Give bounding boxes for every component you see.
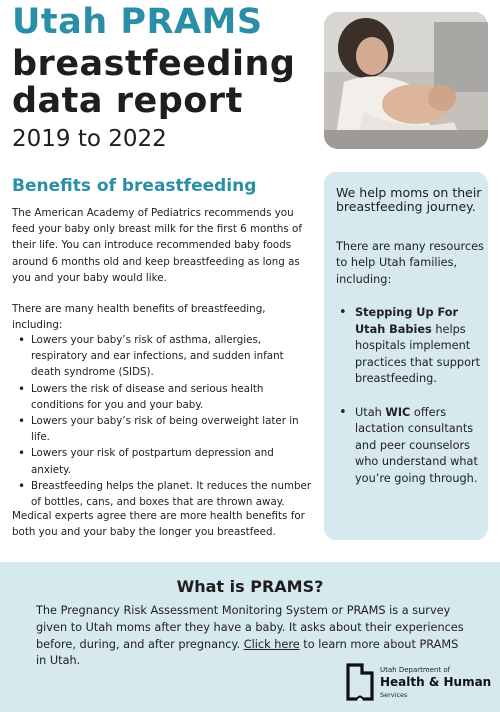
resource-item-wic — [336, 405, 486, 488]
prams-description — [36, 603, 468, 670]
report-years: 2019 to 2022 — [12, 126, 167, 152]
title-line-1: Utah PRAMS — [12, 2, 263, 42]
sidebar-intro: There are many resources to help Utah families, including: — [336, 240, 484, 286]
benefits-list-intro: There are many health benefits of breastfeeding, including: — [12, 303, 266, 332]
logo-line-1: Utah Department of — [380, 666, 451, 674]
logo-line-3: Services — [380, 691, 408, 699]
list-item: • Lowers the risk of disease and serious health conditions for you and your baby. — [14, 381, 316, 413]
title-line-3: data report — [12, 81, 243, 121]
mother-breastfeeding-photo — [324, 12, 488, 149]
utah-state-icon — [346, 663, 374, 701]
prams-heading: What is PRAMS? — [176, 577, 324, 596]
list-item: • Lowers your risk of postpartum depression and anxiety. — [14, 445, 316, 477]
benefits-closing: Medical experts agree there are more health benefits for both you and your baby the longer you breastfeed. — [12, 510, 305, 539]
benefits-heading: Benefits of breastfeeding — [12, 176, 257, 196]
logo-line-2: Health & Human — [380, 675, 492, 689]
benefits-list — [14, 332, 316, 510]
dhhs-logo — [346, 663, 496, 705]
prams-text-after: to learn more about PRAMS in Utah. — [36, 637, 459, 668]
title-line-2: breastfeeding — [12, 44, 296, 84]
resource-name: Stepping Up For Utah Babies — [355, 306, 459, 336]
resources-list — [336, 305, 486, 504]
click-here-link[interactable]: Click here — [243, 637, 300, 651]
sidebar-heading: We help moms on their breastfeeding journey. — [336, 185, 482, 214]
resource-name: WIC — [385, 405, 411, 419]
resource-description: helps hospitals implement practices that support breastfeeding. — [355, 322, 481, 385]
list-item: • Breastfeeding helps the planet. It reduces the number of bottles, cans, and boxes that are thrown away. — [14, 478, 316, 510]
resource-item-stepping-up — [336, 305, 486, 388]
prams-text-before: The Pregnancy Risk Assessment Monitoring System or PRAMS is a survey given to Utah moms after they have a baby. It asks about their experiences before, during, and after pregnancy. — [36, 604, 464, 651]
benefits-intro: The American Academy of Pediatrics recommends you feed your baby only breast milk for the first 6 months of their life. You can introduce recommended baby foods around 6 months old and keep breastfeeding as long as you and your baby would like. — [12, 207, 302, 284]
resource-prefix: Utah — [355, 405, 386, 419]
resources-sidebar — [324, 172, 488, 540]
list-item: • Lowers your baby’s risk of asthma, allergies, respiratory and ear infections, and sudden infant death syndrome (SIDS). — [14, 332, 316, 381]
photo-illustration — [324, 12, 488, 149]
list-item: • Lowers your baby’s risk of being overweight later in life. — [14, 413, 316, 445]
resource-description: offers lactation consultants and peer counselors who understand what you’re going through. — [355, 405, 478, 485]
